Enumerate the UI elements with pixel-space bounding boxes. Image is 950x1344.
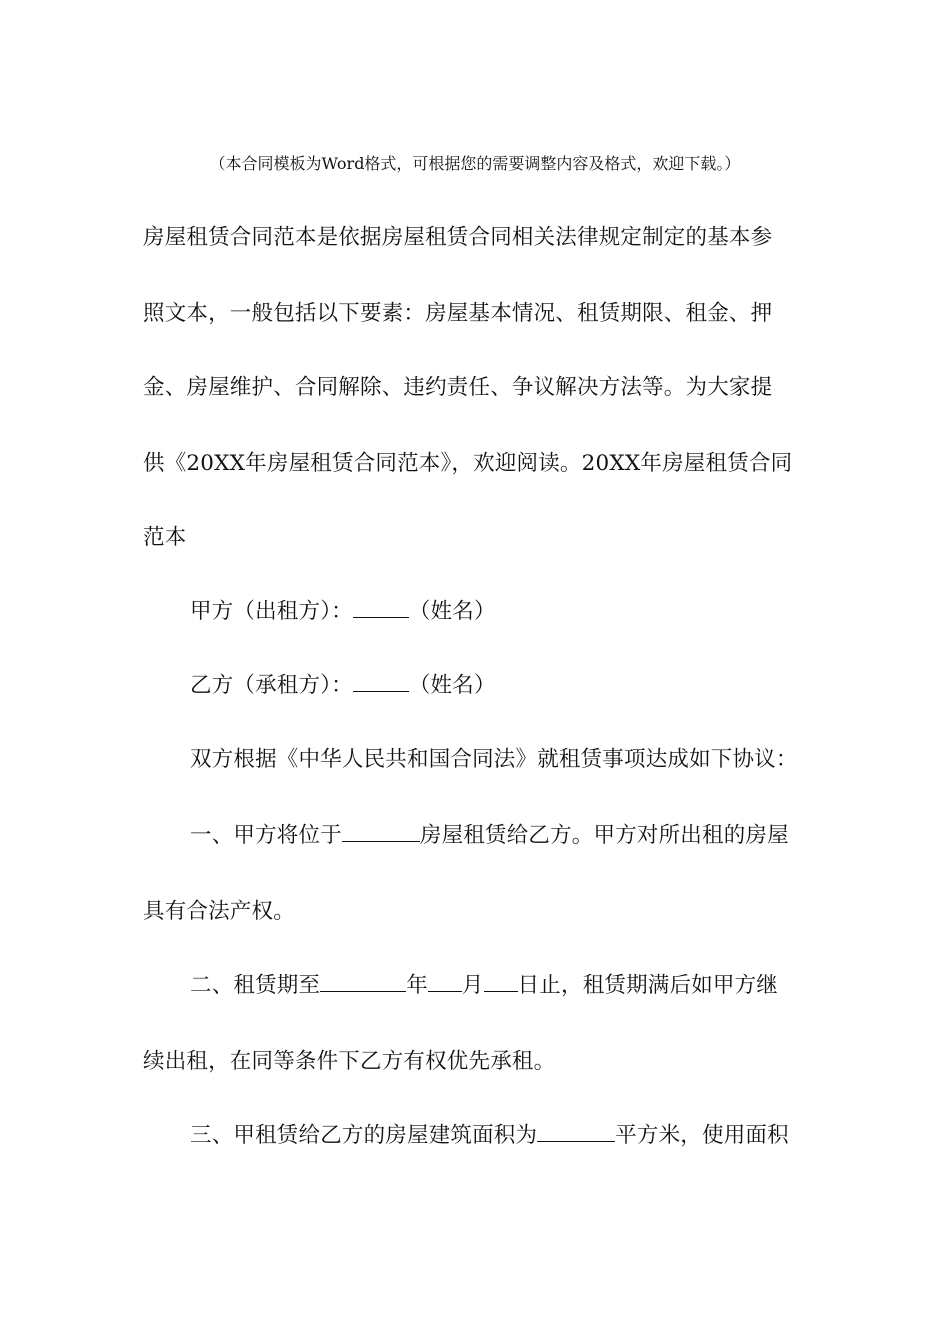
clause-2-year: 年	[406, 973, 428, 998]
party-a-label: 甲方（出租方）：	[190, 599, 353, 624]
clause-2-month-blank[interactable]	[428, 971, 462, 992]
clause-3-part-1: 三、甲租赁给乙方的房屋建筑面积为	[190, 1123, 538, 1148]
clause-2-line-1	[190, 970, 808, 1002]
clause-2-day: 日止，租赁期满后如甲方继	[517, 973, 779, 998]
clause-1-line-1	[190, 820, 808, 852]
clause-2-part-1: 二、租赁期至	[190, 973, 321, 998]
template-note: （本合同模板为Word格式，可根据您的需要调整内容及格式，欢迎下载。）	[209, 154, 741, 173]
intro-line-1: 房屋租赁合同范本是依据房屋租赁合同相关法律规定制定的基本参	[143, 225, 773, 250]
clause-3-line-1	[190, 1120, 808, 1152]
intro-line-5: 范本	[143, 525, 187, 550]
clause-3-area-blank[interactable]	[537, 1121, 615, 1142]
clause-1-location-blank[interactable]	[342, 821, 420, 842]
party-a-name-blank[interactable]	[353, 597, 409, 618]
agreement-line: 双方根据《中华人民共和国合同法》就租赁事项达成如下协议：	[190, 747, 798, 772]
party-a-line	[190, 596, 808, 628]
clause-2-year-blank[interactable]	[320, 971, 406, 992]
clause-2-day-blank[interactable]	[484, 971, 518, 992]
party-b-line	[190, 670, 808, 702]
intro-line-4: 供《20XX年房屋租赁合同范本》，欢迎阅读。20XX年房屋租赁合同	[143, 451, 793, 476]
clause-1-part-1: 一、甲方将位于	[190, 823, 342, 848]
clause-2-month: 月	[461, 973, 484, 998]
clause-1-part-2: 房屋租赁给乙方。甲方对所出租的房屋	[419, 823, 789, 848]
intro-line-3: 金、房屋维护、合同解除、违约责任、争议解决方法等。为大家提	[143, 375, 773, 400]
clause-1-line-2: 具有合法产权。	[143, 899, 295, 924]
party-b-suffix: （姓名）	[408, 673, 496, 698]
intro-line-2: 照文本，一般包括以下要素：房屋基本情况、租赁期限、租金、押	[143, 301, 773, 326]
party-a-suffix: （姓名）	[408, 599, 496, 624]
clause-2-line-2: 续出租，在同等条件下乙方有权优先承租。	[143, 1049, 556, 1074]
party-b-name-blank[interactable]	[353, 671, 409, 692]
clause-3-part-2: 平方米，使用面积	[615, 1123, 789, 1148]
party-b-label: 乙方（承租方）：	[190, 673, 353, 698]
